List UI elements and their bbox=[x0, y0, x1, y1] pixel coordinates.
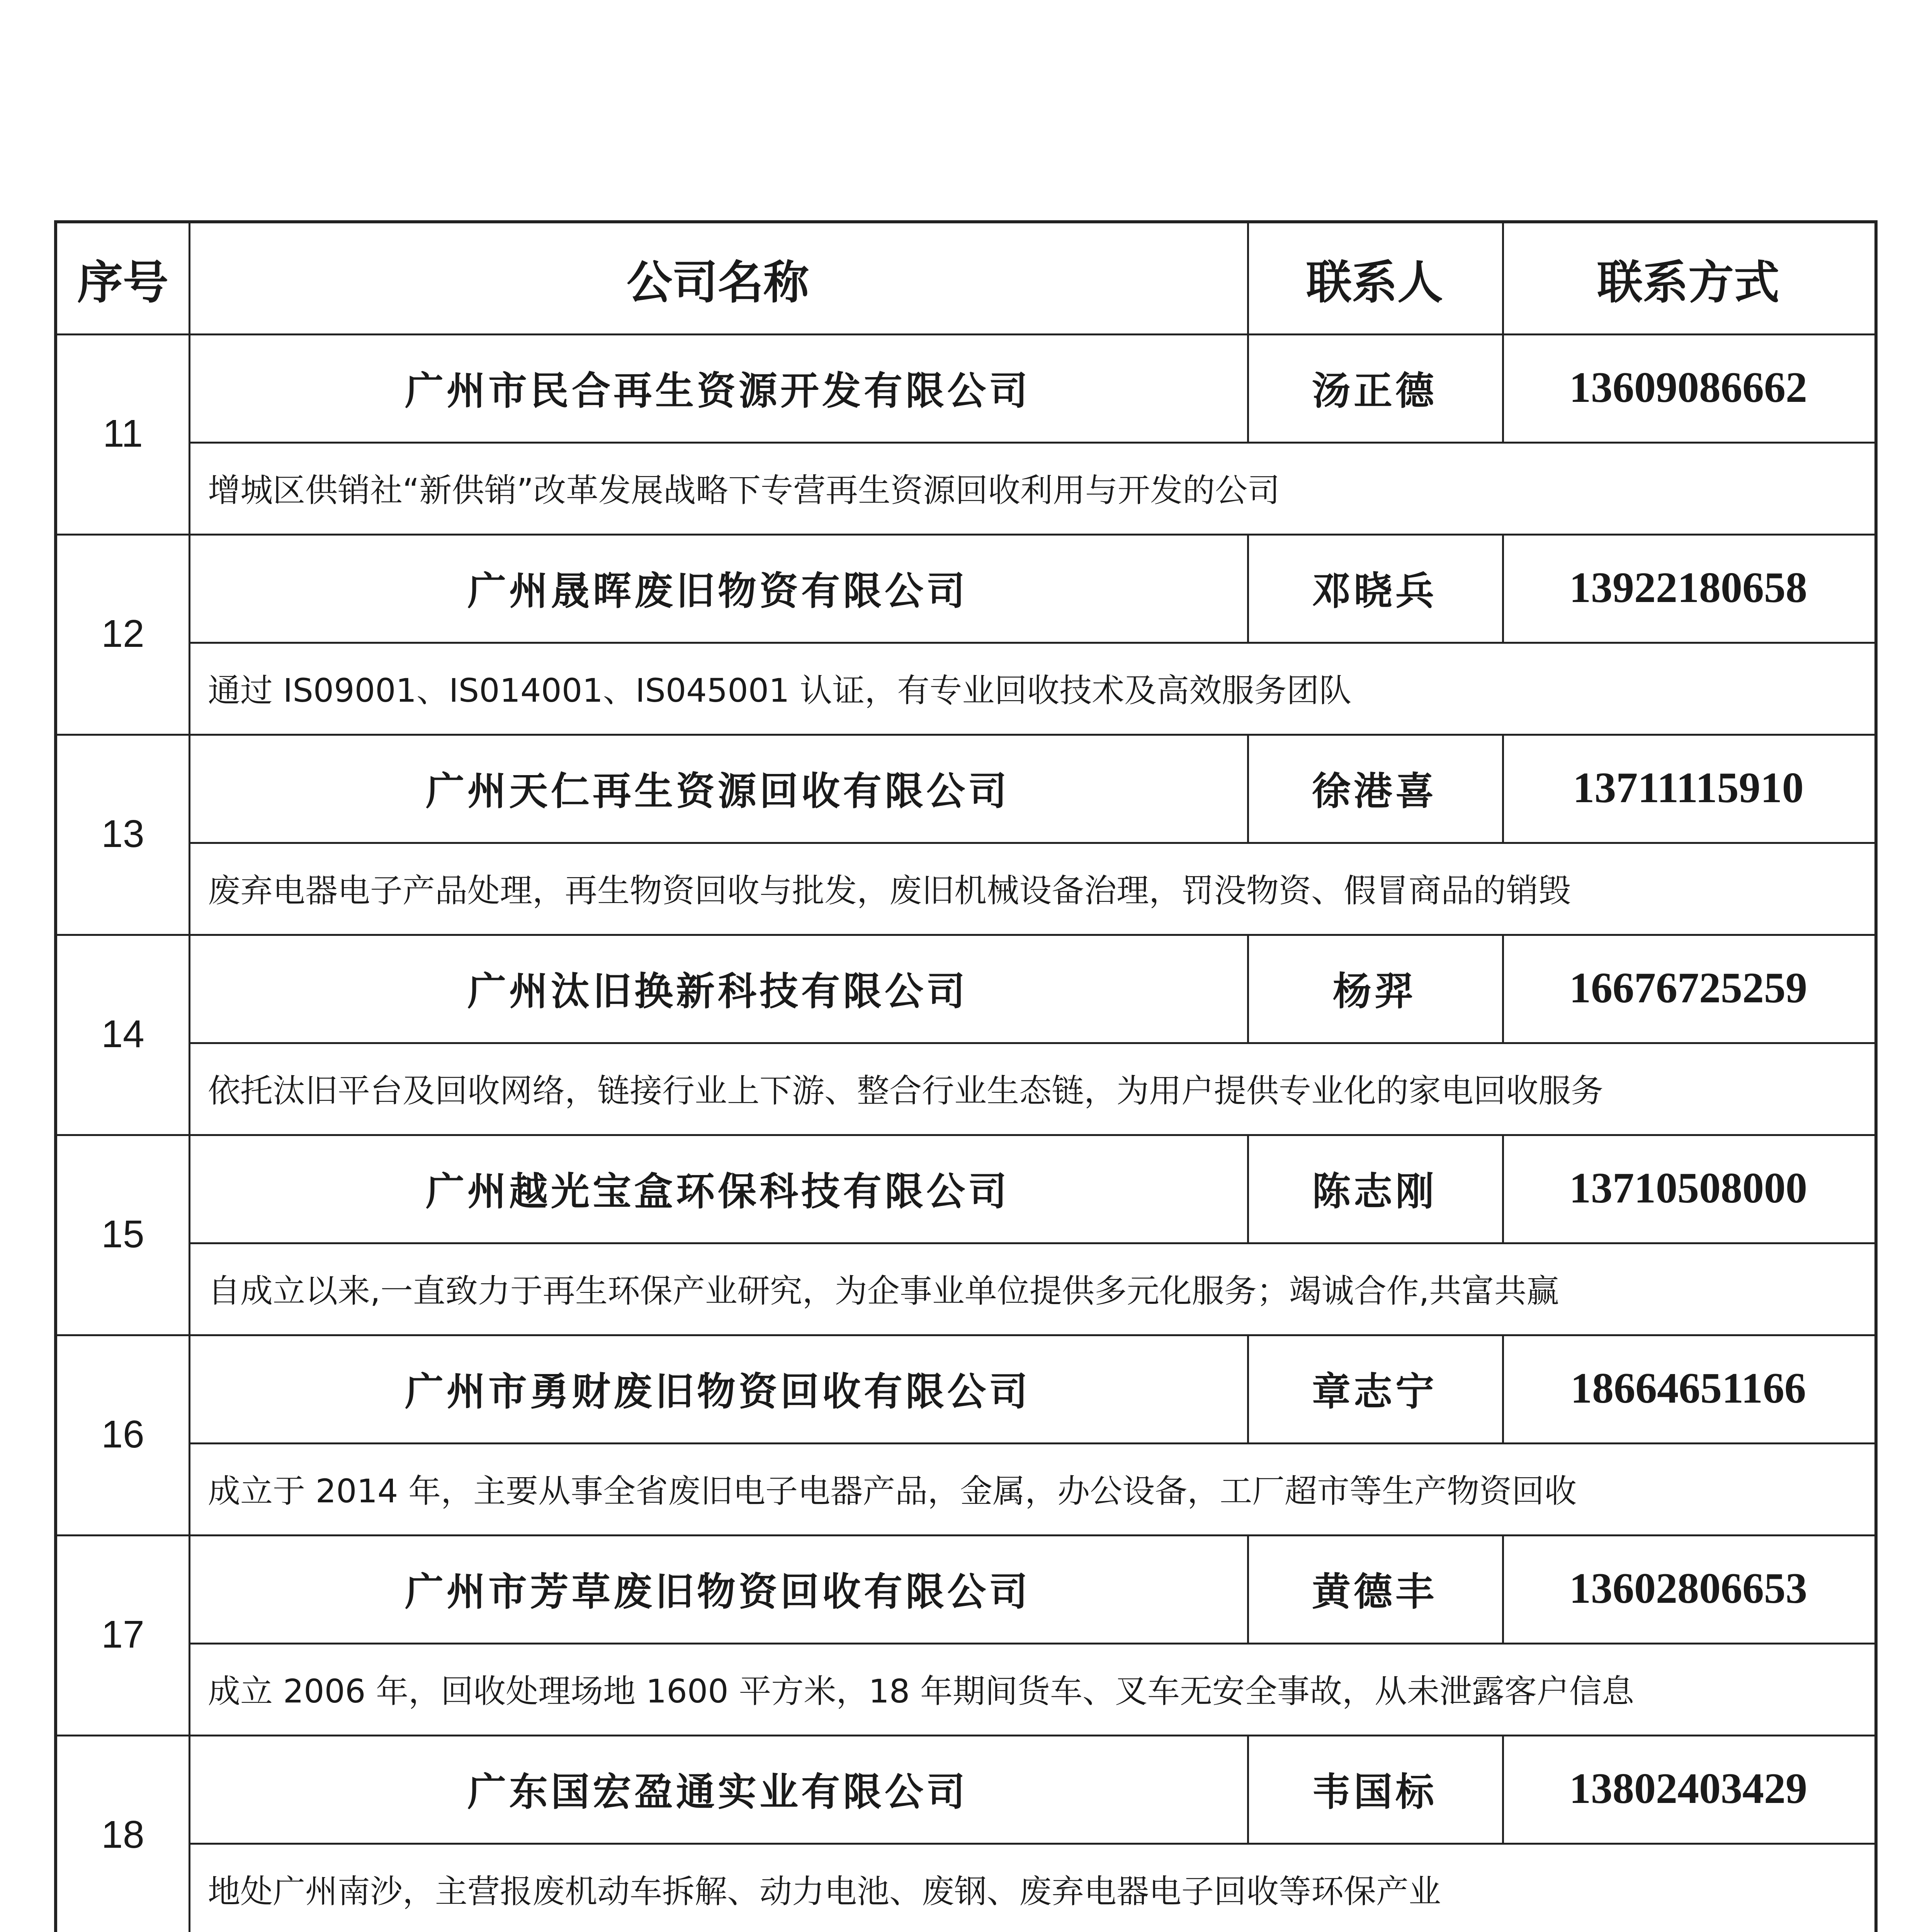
column-divider bbox=[189, 534, 190, 734]
row-index: 16 bbox=[101, 1412, 144, 1456]
company-table bbox=[54, 220, 1878, 1932]
header-index: 序号 bbox=[77, 255, 168, 309]
row-subdivider bbox=[189, 1242, 1874, 1244]
column-divider bbox=[1247, 1334, 1249, 1442]
company-name: 广州天仁再生资源回收有限公司 bbox=[426, 769, 1010, 814]
column-divider bbox=[189, 1534, 190, 1735]
row-subdivider bbox=[189, 442, 1874, 444]
column-divider bbox=[1502, 223, 1504, 333]
column-divider bbox=[189, 934, 190, 1134]
column-divider bbox=[1502, 333, 1504, 442]
contact-phone: 13710508000 bbox=[1569, 1164, 1807, 1212]
header-contact: 联系人 bbox=[1306, 255, 1443, 309]
contact-phone: 13711115910 bbox=[1573, 764, 1804, 812]
contact-person: 韦国标 bbox=[1312, 1769, 1437, 1815]
contact-person: 徐港喜 bbox=[1312, 769, 1437, 814]
contact-person: 邓晓兵 bbox=[1312, 568, 1437, 614]
row-index: 11 bbox=[103, 412, 143, 455]
row-subdivider bbox=[189, 842, 1874, 844]
company-description: 依托汰旧平台及回收网络，链接行业上下游、整合行业生态链，为用户提供专业化的家电回收服务 bbox=[208, 1071, 1604, 1110]
row-index: 13 bbox=[101, 812, 144, 855]
company-name: 广州晟晖废旧物资有限公司 bbox=[467, 568, 968, 614]
contact-phone: 13602806653 bbox=[1569, 1564, 1807, 1612]
column-divider bbox=[1502, 1735, 1504, 1843]
column-divider bbox=[1247, 534, 1249, 642]
company-description: 地处广州南沙，主营报废机动车拆解、动力电池、废钢、废弃电器电子回收等环保产业 bbox=[208, 1872, 1441, 1910]
company-description: 废弃电器电子产品处理，再生物资回收与批发，废旧机械设备治理，罚没物资、假冒商品的销毁 bbox=[208, 871, 1571, 910]
column-divider bbox=[189, 333, 190, 534]
column-divider bbox=[1247, 333, 1249, 442]
column-divider bbox=[1502, 734, 1504, 842]
column-divider bbox=[1502, 1134, 1504, 1242]
column-divider bbox=[189, 1134, 190, 1334]
company-name: 广州市勇财废旧物资回收有限公司 bbox=[405, 1369, 1031, 1414]
company-description: 通过 IS09001、IS014001、IS045001 认证，有专业回收技术及高效服务团队 bbox=[208, 671, 1352, 709]
column-divider bbox=[1502, 534, 1504, 642]
header-phone: 联系方式 bbox=[1597, 255, 1779, 309]
column-divider bbox=[1247, 1735, 1249, 1843]
company-name: 广州市民合再生资源开发有限公司 bbox=[405, 368, 1031, 413]
contact-phone: 13922180658 bbox=[1569, 563, 1807, 612]
row-subdivider bbox=[189, 1643, 1874, 1645]
row-index: 15 bbox=[101, 1212, 144, 1256]
contact-person: 黄德丰 bbox=[1312, 1569, 1437, 1614]
column-divider bbox=[1502, 1534, 1504, 1643]
company-name: 广东国宏盈通实业有限公司 bbox=[467, 1769, 968, 1815]
company-name: 广州越光宝盒环保科技有限公司 bbox=[426, 1169, 1010, 1214]
company-name: 广州汰旧换新科技有限公司 bbox=[467, 969, 968, 1014]
row-index: 14 bbox=[101, 1012, 144, 1056]
contact-phone: 16676725259 bbox=[1569, 964, 1807, 1012]
column-divider bbox=[1247, 1534, 1249, 1643]
column-divider bbox=[189, 734, 190, 934]
column-divider bbox=[189, 1334, 190, 1534]
company-description: 增城区供销社“新供销”改革发展战略下专营再生资源回收利用与开发的公司 bbox=[208, 471, 1280, 509]
contact-person: 章志宁 bbox=[1312, 1369, 1437, 1414]
row-subdivider bbox=[189, 1442, 1874, 1444]
company-description: 成立于 2014 年，主要从事全省废旧电子电器产品，金属，办公设备，工厂超市等生产物资回收 bbox=[208, 1472, 1577, 1510]
contact-phone: 13802403429 bbox=[1569, 1764, 1807, 1813]
row-index: 18 bbox=[101, 1813, 144, 1856]
contact-person: 陈志刚 bbox=[1312, 1169, 1437, 1214]
column-divider bbox=[1247, 934, 1249, 1042]
row-index: 17 bbox=[101, 1612, 144, 1656]
row-subdivider bbox=[189, 1843, 1874, 1845]
contact-phone: 13609086662 bbox=[1569, 363, 1807, 412]
column-divider bbox=[1502, 934, 1504, 1042]
company-description: 自成立以来,一直致力于再生环保产业研究，为企事业单位提供多元化服务；竭诚合作,共富共赢 bbox=[208, 1272, 1559, 1310]
contact-person: 杨羿 bbox=[1333, 969, 1416, 1014]
column-divider bbox=[189, 1735, 190, 1932]
row-subdivider bbox=[189, 1042, 1874, 1044]
contact-phone: 18664651166 bbox=[1570, 1364, 1806, 1412]
row-subdivider bbox=[189, 642, 1874, 644]
column-divider bbox=[1247, 223, 1249, 333]
column-divider bbox=[1247, 734, 1249, 842]
header-company: 公司名称 bbox=[626, 255, 809, 309]
column-divider bbox=[1502, 1334, 1504, 1442]
row-index: 12 bbox=[101, 612, 144, 655]
company-name: 广州市芳草废旧物资回收有限公司 bbox=[405, 1569, 1031, 1614]
company-description: 成立 2006 年，回收处理场地 1600 平方米，18 年期间货车、叉车无安全事故，从未泄露客户信息 bbox=[208, 1672, 1634, 1710]
column-divider bbox=[189, 223, 190, 333]
column-divider bbox=[1247, 1134, 1249, 1242]
contact-person: 汤正德 bbox=[1312, 368, 1437, 413]
